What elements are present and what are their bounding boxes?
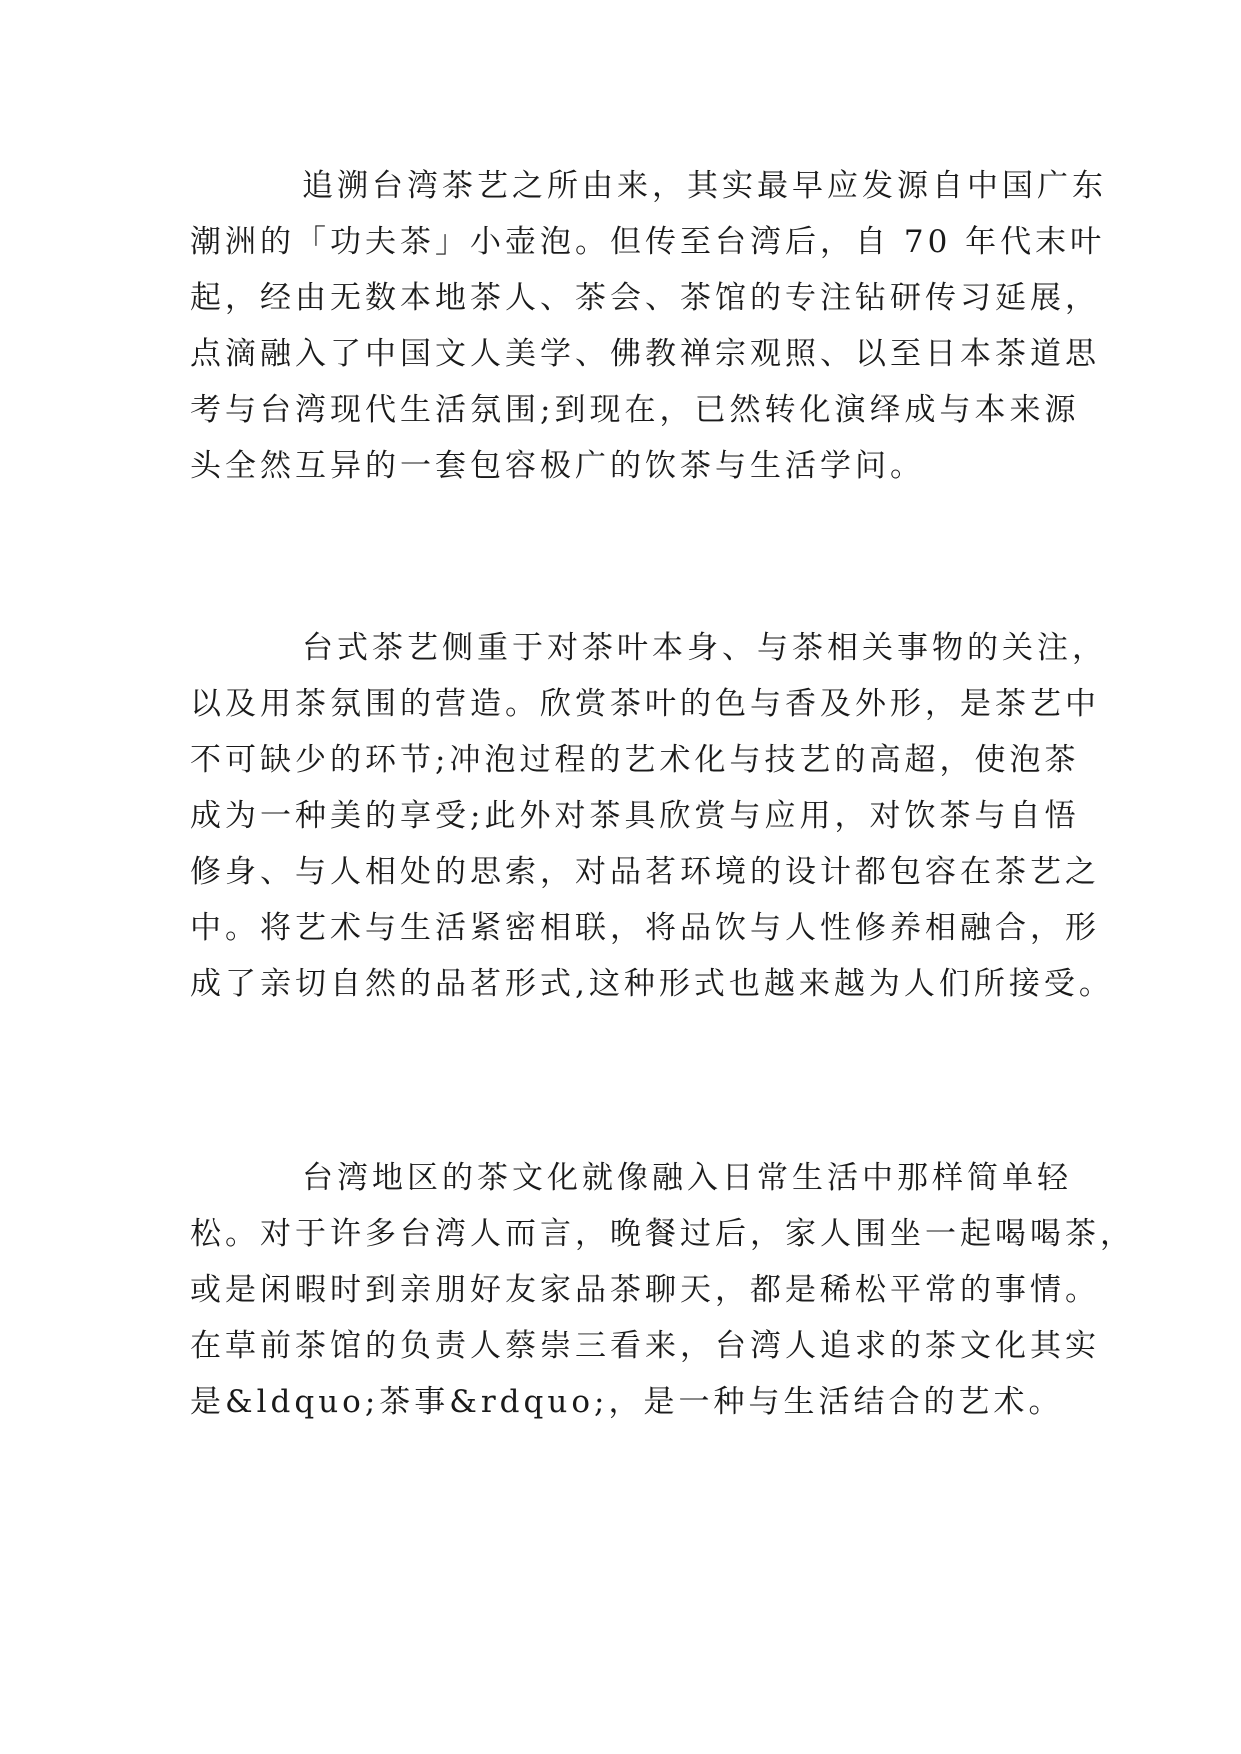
paragraph-line: 点滴融入了中国文人美学、佛教禅宗观照、以至日本茶道思 [190,336,1100,372]
paragraph-2 [190,620,1114,1012]
paragraph-line: 起，经由无数本地茶人、茶会、茶馆的专注钻研传习延展， [190,280,1100,316]
paragraph-line: 头全然互异的一套包容极广的饮茶与生活学问。 [190,448,925,484]
paragraph-line: 考与台湾现代生活氛围;到现在，已然转化演绎成与本来源 [190,392,1080,428]
paragraph-line: 是&ldquo;茶事&rdquo;，是一种与生活结合的艺术。 [190,1384,1064,1420]
paragraph-line: 以及用茶氛围的营造。欣赏茶叶的色与香及外形，是茶艺中 [190,686,1100,722]
paragraph-line: 不可缺少的环节;冲泡过程的艺术化与技艺的高超，使泡茶 [190,742,1080,778]
paragraph-1 [190,158,1107,494]
paragraph-line: 潮洲的「功夫茶」小壶泡。但传至台湾后，自 70 年代末叶 [190,224,1106,260]
paragraph-line: 中。将艺术与生活紧密相联，将品饮与人性修养相融合，形 [190,910,1100,946]
paragraph-line: 台湾地区的茶文化就像融入日常生活中那样简单轻 [302,1160,1072,1196]
paragraph-line: 或是闲暇时到亲朋好友家品茶聊天，都是稀松平常的事情。 [190,1272,1100,1308]
paragraph-line: 追溯台湾茶艺之所由来，其实最早应发源自中国广东 [302,168,1107,204]
paragraph-line: 成了亲切自然的品茗形式,这种形式也越来越为人们所接受。 [190,966,1114,1002]
paragraph-line: 修身、与人相处的思索，对品茗环境的设计都包容在茶艺之 [190,854,1100,890]
paragraph-line: 台式茶艺侧重于对茶叶本身、与茶相关事物的关注， [302,630,1107,666]
paragraph-3 [190,1150,1135,1430]
paragraph-line: 在草前茶馆的负责人蔡崇三看来，台湾人追求的茶文化其实 [190,1328,1100,1364]
paragraph-line: 松。对于许多台湾人而言，晚餐过后，家人围坐一起喝喝茶， [190,1216,1135,1252]
paragraph-line: 成为一种美的享受;此外对茶具欣赏与应用，对饮茶与自悟 [190,798,1080,834]
